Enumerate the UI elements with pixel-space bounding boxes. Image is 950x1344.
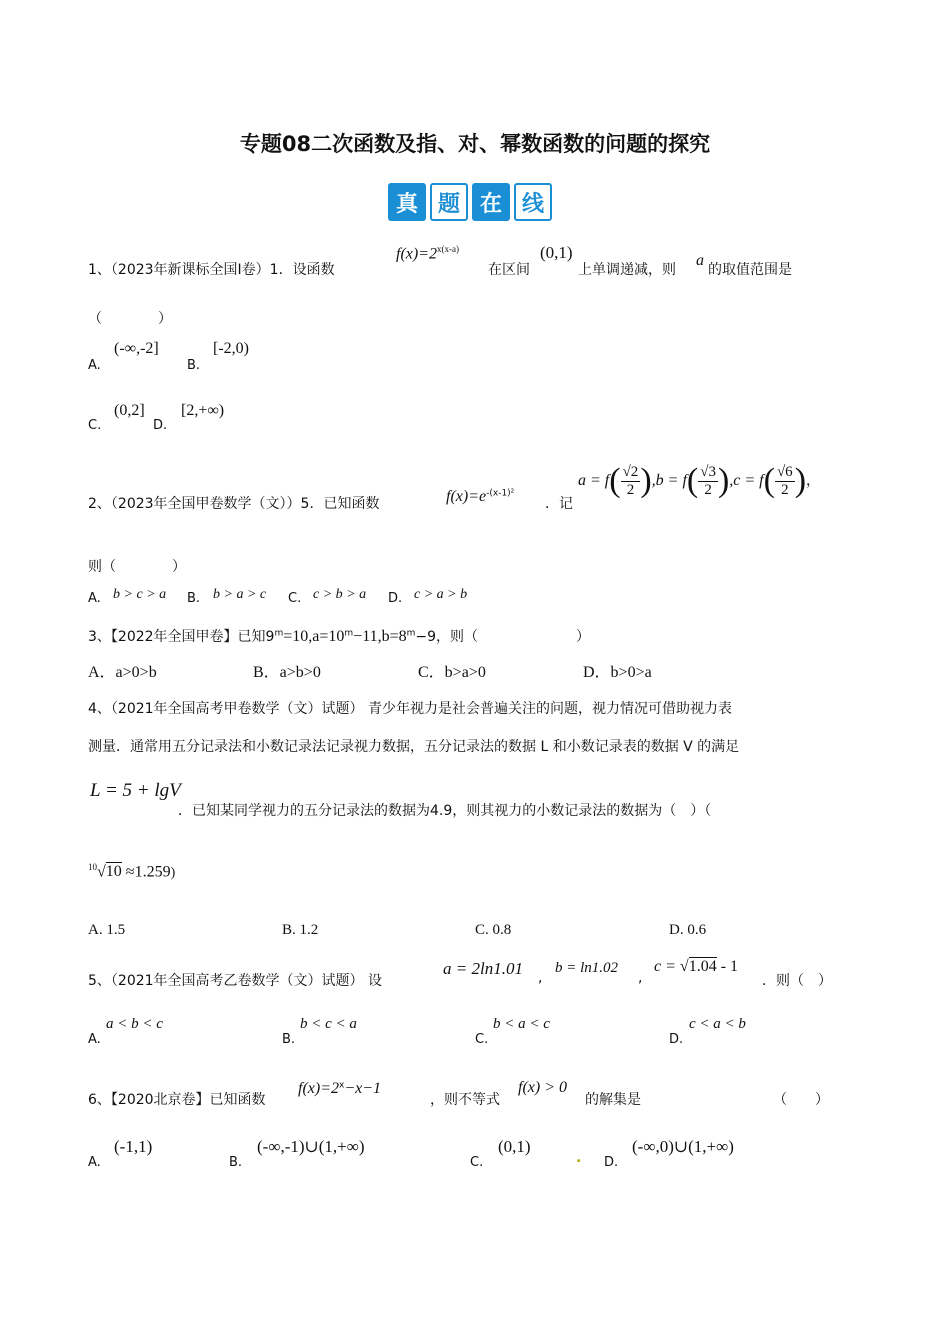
q2-option-d: c > a > b bbox=[414, 587, 468, 602]
q5-option-c: b < a < c bbox=[493, 1016, 550, 1032]
q2-option-a: b > c > a bbox=[113, 587, 167, 602]
q4-approx: ≈1.259 bbox=[125, 863, 171, 881]
q2-paren: ) bbox=[640, 462, 652, 499]
q1-stem: 1、（2023年新课标全国Ⅰ卷）1．设函数 bbox=[88, 262, 335, 278]
q6-func-text: f(x)=2 bbox=[298, 1080, 339, 1097]
q1-option-b: [-2,0) bbox=[213, 340, 249, 357]
q5-a-def: a = 2ln1.01 bbox=[443, 959, 523, 978]
q3-eq: −11,b=8 bbox=[353, 628, 407, 645]
q3-option-b: B．a>b>0 bbox=[253, 664, 321, 681]
q2-b-eq: ,b = f bbox=[651, 472, 687, 489]
q4-line3: ．已知某同学视力的五分记录法的数据为4.9，则其视力的小数记录法的数据为（ ）（ bbox=[178, 803, 712, 819]
q6-stem: 6、【2020北京卷】已知函数 bbox=[88, 1092, 266, 1108]
q2-frac-c bbox=[775, 464, 795, 499]
q4-line2: 测量．通常用五分记录法和小数记录法记录视力数据，五分记录法的数据 L 和小数记录表的数据 V 的满足 bbox=[88, 739, 740, 755]
q2-option-a-label: A. bbox=[88, 591, 101, 606]
q2-paren: ( bbox=[686, 462, 699, 499]
q6-marker-dot: . bbox=[576, 1150, 582, 1166]
q5-b-def: b = ln1.02 bbox=[555, 960, 619, 976]
q2-func-text: f(x)=e bbox=[446, 488, 487, 505]
q6-answer-paren: （ ） bbox=[773, 1092, 829, 1108]
q3-exp: m bbox=[406, 628, 416, 639]
q2-frac-b-num: √3 bbox=[700, 463, 716, 480]
q2-c-eq: ,c = f bbox=[729, 472, 764, 489]
q5-option-a-label: A. bbox=[88, 1032, 101, 1047]
q6-function bbox=[298, 1080, 381, 1098]
q1-option-a-label: A. bbox=[88, 358, 101, 373]
radical-icon: √ bbox=[679, 958, 689, 975]
q2-option-d-label: D. bbox=[388, 591, 403, 606]
q2-a-eq: a = f bbox=[578, 472, 610, 489]
q3-exp: m bbox=[344, 628, 354, 639]
q2-frac-a bbox=[621, 464, 641, 499]
q6-func-exp: x bbox=[339, 1080, 345, 1091]
page-title: 专题08二次函数及指、对、幂数函数的问题的探究 bbox=[239, 132, 711, 156]
q1-tail: 上单调递减，则 bbox=[578, 262, 676, 278]
q4-root-index: 10 bbox=[88, 862, 97, 872]
badge-char: 真 bbox=[388, 183, 426, 221]
q1-function bbox=[396, 244, 459, 263]
q5-c-root: 1.04 bbox=[688, 958, 717, 975]
q2-frac-c-den: 2 bbox=[781, 481, 789, 498]
q2-function bbox=[446, 488, 514, 506]
q6-func-tail: −x−1 bbox=[344, 1080, 382, 1097]
badge-char: 线 bbox=[514, 183, 552, 221]
q3-eq-tail: −9，则（ ） bbox=[415, 629, 591, 645]
q2-then: 则（ ） bbox=[88, 559, 186, 575]
q5-sep: , bbox=[638, 970, 643, 986]
q4-option-c: C. 0.8 bbox=[475, 922, 512, 938]
q1-answer-paren: （ ） bbox=[88, 311, 172, 327]
q2-frac-a-num: √2 bbox=[622, 463, 639, 480]
q2-frac-a-den: 2 bbox=[626, 481, 635, 498]
q2-func-exp: -(x-1)² bbox=[486, 488, 515, 499]
q6-tail: 的解集是 bbox=[585, 1092, 641, 1108]
q2-frac-b-den: 2 bbox=[704, 481, 712, 498]
q5-c-post: - 1 bbox=[716, 958, 739, 975]
q2-option-c-label: C. bbox=[288, 591, 302, 606]
q4-root-hint bbox=[88, 862, 175, 881]
q4-root-body: 10 bbox=[105, 863, 122, 881]
q2-mid: ．记 bbox=[545, 496, 573, 512]
q1-option-c: (0,2] bbox=[114, 402, 145, 419]
badge-char: 在 bbox=[472, 183, 510, 221]
q3-option-d: D．b>0>a bbox=[583, 664, 652, 681]
q6-option-a-label: A. bbox=[88, 1155, 101, 1170]
q2-frac-b bbox=[698, 464, 718, 499]
q1-func-exp: x(x-a) bbox=[437, 244, 459, 254]
q2-definitions bbox=[578, 462, 820, 500]
q6-option-d: (-∞,0)∪(1,+∞) bbox=[632, 1137, 734, 1156]
q4-option-a: A. 1.5 bbox=[88, 922, 126, 938]
q5-c-def bbox=[654, 958, 738, 976]
q3-stem bbox=[88, 626, 590, 646]
badge-char: 题 bbox=[430, 183, 468, 221]
q1-option-d: [2,+∞) bbox=[181, 402, 225, 419]
q6-option-b-label: B. bbox=[229, 1155, 243, 1170]
q2-paren: ( bbox=[763, 462, 775, 499]
q3-exp: m bbox=[274, 628, 284, 639]
q5-option-b: b < c < a bbox=[300, 1016, 357, 1032]
q3-eq: =10,a=10 bbox=[283, 628, 345, 645]
q5-option-b-label: B. bbox=[282, 1032, 296, 1047]
q1-option-d-label: D. bbox=[153, 418, 168, 433]
q5-option-d-label: D. bbox=[669, 1032, 684, 1047]
q3-option-a: A．a>0>b bbox=[88, 664, 157, 681]
q6-inequality: f(x) > 0 bbox=[518, 1079, 567, 1096]
q4-option-b: B. 1.2 bbox=[282, 922, 319, 938]
badge-zhenti-zaixian bbox=[388, 183, 552, 221]
q2-comma: ， bbox=[806, 473, 821, 489]
q1-option-a: (-∞,-2] bbox=[114, 340, 159, 357]
q4-line1: 4、（2021年全国高考甲卷数学（文）试题） 青少年视力是社会普遍关注的问题，视力情况可借助视力表 bbox=[88, 701, 732, 717]
q1-option-c-label: C. bbox=[88, 418, 102, 433]
q6-option-c-label: C. bbox=[470, 1155, 484, 1170]
q5-tail: ．则（ ） bbox=[762, 973, 832, 989]
q2-option-c: c > b > a bbox=[313, 587, 367, 602]
q2-paren: ) bbox=[717, 462, 730, 499]
q2-paren: ) bbox=[794, 462, 807, 499]
q6-option-d-label: D. bbox=[604, 1155, 619, 1170]
q5-sep: , bbox=[538, 970, 543, 986]
q5-c-pre: c = bbox=[654, 958, 680, 975]
q5-stem: 5、（2021年全国高考乙卷数学（文）试题） 设 bbox=[88, 973, 382, 989]
q1-func-text: f(x)=2 bbox=[396, 245, 437, 263]
q4-option-d: D. 0.6 bbox=[669, 922, 707, 938]
q5-option-c-label: C. bbox=[475, 1032, 489, 1047]
q2-paren: ( bbox=[609, 462, 621, 499]
q6-option-a: (-1,1) bbox=[114, 1137, 153, 1156]
q4-close: ) bbox=[170, 865, 176, 881]
q2-frac-c-num: √6 bbox=[776, 463, 793, 480]
q3-option-c: C．b>a>0 bbox=[418, 664, 486, 681]
q6-option-b: (-∞,-1)∪(1,+∞) bbox=[257, 1137, 365, 1156]
q5-option-a: a < b < c bbox=[106, 1016, 163, 1032]
radical-icon: √ bbox=[97, 863, 106, 881]
q5-option-d: c < a < b bbox=[689, 1016, 746, 1032]
q3-stem-text: 3、【2022年全国甲卷】已知9 bbox=[88, 629, 275, 645]
q1-var: a bbox=[696, 252, 704, 269]
q2-stem: 2、（2023年全国甲卷数学（文））5．已知函数 bbox=[88, 496, 380, 512]
q2-option-b-label: B. bbox=[187, 591, 201, 606]
q1-tail2: 的取值范围是 bbox=[708, 262, 792, 278]
q1-mid: 在区间 bbox=[488, 262, 530, 278]
q4-formula: L = 5 + lgV bbox=[90, 780, 181, 801]
q2-option-b: b > a > c bbox=[213, 587, 267, 602]
q1-option-b-label: B. bbox=[187, 358, 201, 373]
q1-interval: (0,1) bbox=[540, 243, 573, 262]
q6-mid: ，则不等式 bbox=[430, 1092, 500, 1108]
q6-option-c: (0,1) bbox=[498, 1137, 531, 1156]
